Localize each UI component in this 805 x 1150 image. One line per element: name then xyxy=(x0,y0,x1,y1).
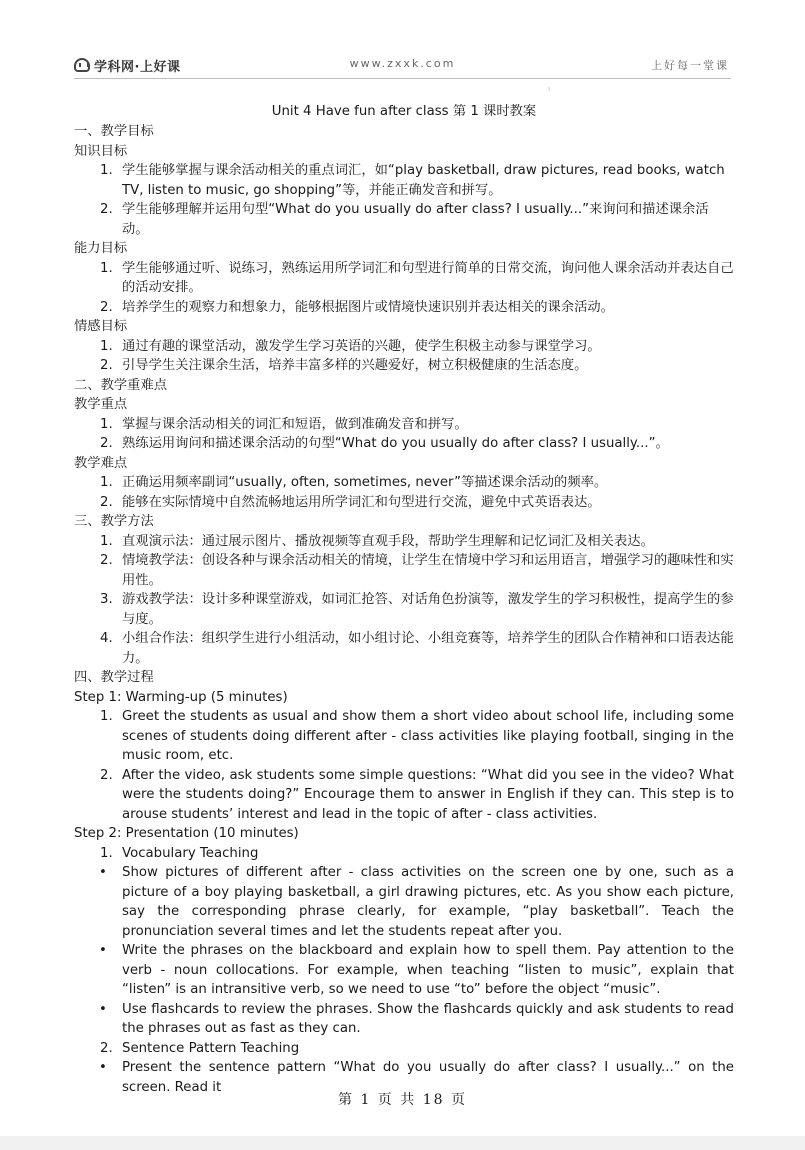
section-heading: 三、教学方法 xyxy=(74,514,154,529)
document-body xyxy=(74,101,734,1097)
subsection-heading: 情感目标 xyxy=(74,319,128,334)
section-heading: 二、教学重难点 xyxy=(74,377,168,393)
list-item: 3. 游戏教学法：设计多种课堂游戏，如词汇抢答、对话角色扮演等，激发学生的学习积极性，提高学生的参与度。 xyxy=(100,592,734,627)
list-item: 1. 掌握与课余活动相关的词汇和短语，做到准确发音和拼写。 xyxy=(100,416,468,432)
bullet-icon: • xyxy=(99,865,107,880)
section-heading: 一、教学目标 xyxy=(74,124,154,139)
list-item: 1. 通过有趣的课堂活动，激发学生学习英语的兴趣，使学生积极主动参与课堂学习。 xyxy=(100,338,601,354)
list-item: 1. Greet the students as usual and show them a short video about school life, including some scenes of students doing different after - class activities like playing football, singing in the music room, etc. xyxy=(100,709,734,763)
section-heading: 四、教学过程 xyxy=(74,670,154,685)
site-url: www.zxxk.com xyxy=(349,57,456,70)
list-item: 4. 小组合作法：组织学生进行小组活动，如小组讨论、小组竞赛等，培养学生的团队合作精神和口语表达能力。 xyxy=(100,631,734,666)
list-item: 2. 熟练运用询问和描述课余活动的句型“What do you usually do after class? I usually...”。 xyxy=(100,436,669,451)
bullet-icon: • xyxy=(99,943,107,958)
subsection-heading: 知识目标 xyxy=(74,143,128,159)
bullet-item: • Show pictures of different after - class activities on the screen one by one, such as a picture of a boy playing basketball, a girl drawing pictures, etc. As you show each picture, say the corresponding phrase clearly, for example, “play basketball”. Teach the pronunciation several times and let the students repeat after you. xyxy=(74,863,734,941)
page-header xyxy=(0,0,805,93)
logo-text: 学科网·上好课 xyxy=(94,59,181,75)
subsection-heading: 能力目标 xyxy=(74,241,128,256)
page-title: Unit 4 Have fun after class 第 1 课时教案 xyxy=(271,104,537,119)
step-heading: Step 2: Presentation (10 minutes) xyxy=(74,826,299,841)
list-item: 2. After the video, ask students some simple questions: “What did you see in the video? What were the students doing?” Encourage them to answer in English if they can. This step is to arouse students’ interest and lead in the topic of after - class activities. xyxy=(100,767,734,822)
bullet-icon: • xyxy=(99,1001,107,1017)
page-number: 第 1 页 共 18 页 xyxy=(338,1092,467,1108)
decorative-mark: ı xyxy=(548,84,551,93)
page-bottom-edge xyxy=(0,1136,805,1150)
bullet-item: • Use flashcards to review the phrases. Show the flashcards quickly and ask students to read the phrases out as fast as they can. xyxy=(74,1000,734,1039)
slogan: 上好每一堂课 xyxy=(651,59,729,72)
list-item: 2. 能够在实际情境中自然流畅地运用所学词汇和句型进行交流，避免中式英语表达。 xyxy=(100,494,601,510)
list-item: 1. 学生能够通过听、说练习，熟练运用所学词汇和句型进行简单的日常交流，询问他人课余活动并表达自己的活动安排。 xyxy=(100,260,734,295)
list-item: 2. 引导学生关注课余生活，培养丰富多样的兴趣爱好，树立积极健康的生活态度。 xyxy=(100,358,588,373)
bullet-item: • Write the phrases on the blackboard and explain how to spell them. Pay attention to the verb - noun collocations. For example, when teaching “listen to music”, explain that “listen” is an intransitive verb, so we need to use “to” before the object “music”. xyxy=(74,941,734,1000)
list-item: 1. Vocabulary Teaching xyxy=(100,845,259,861)
list-item: 2. 学生能够理解并运用句型“What do you usually do after class? I usually...”来询问和描述课余活动。 xyxy=(100,202,709,237)
subsection-heading: 教学重点 xyxy=(74,397,128,412)
subsection-heading: 教学难点 xyxy=(74,455,128,471)
list-item: 1. 学生能够掌握与课余活动相关的重点词汇，如“play basketball, draw pictures, read books, watch TV, listen to music, go shopping”等，并能正确发音和拼写。 xyxy=(100,163,725,198)
list-item: 2. 情境教学法：创设各种与课余活动相关的情境，让学生在情境中学习和运用语言，增强学习的趣味性和实用性。 xyxy=(100,553,734,588)
list-item: 1. 直观演示法：通过展示图片、播放视频等直观手段，帮助学生理解和记忆词汇及相关表达。 xyxy=(100,533,654,549)
bullet-item: • Present the sentence pattern “What do you usually do after class? I usually...” on the screen. Read it xyxy=(74,1058,734,1097)
list-item: 2. 培养学生的观察力和想象力，能够根据图片或情境快速识别并表达相关的课余活动。 xyxy=(100,299,614,315)
header-divider xyxy=(74,78,731,79)
step-heading: Step 1: Warming-up (5 minutes) xyxy=(74,689,288,705)
bullet-icon: • xyxy=(99,1060,107,1075)
list-item: 2. Sentence Pattern Teaching xyxy=(100,1040,300,1056)
list-item: 1. 正确运用频率副词“usually, often, sometimes, never”等描述课余活动的频率。 xyxy=(100,475,608,490)
